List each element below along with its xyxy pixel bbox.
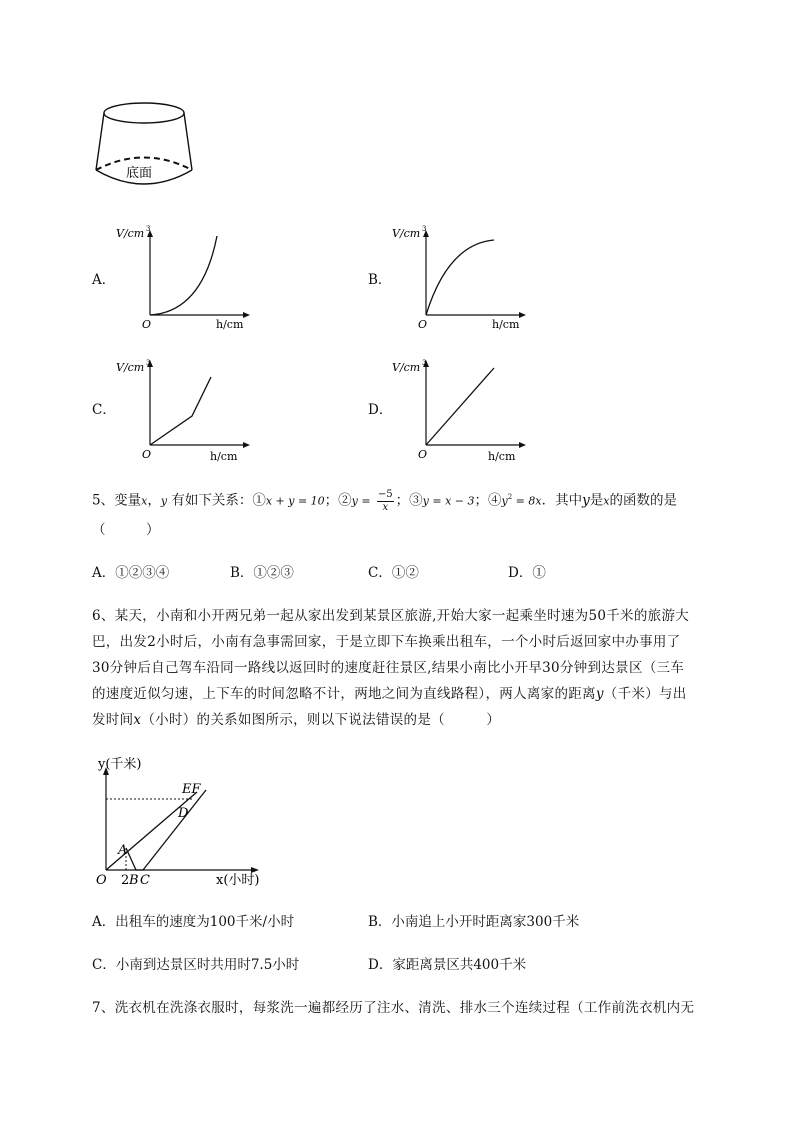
q6-line-5-var: x (133, 712, 142, 728)
q6-line-4-var: y (595, 686, 604, 702)
x-axis-arrow (243, 442, 250, 448)
y-axis-label: V/cm (392, 361, 421, 374)
x-axis-arrow (519, 442, 526, 448)
q5-tail-y: y (582, 492, 590, 509)
x-axis-arrow (519, 312, 526, 318)
q5-option-a[interactable]: A．①②③④ (92, 565, 170, 581)
q6-line-4 (92, 681, 742, 707)
q5-stem (92, 487, 677, 514)
graph-b (388, 222, 538, 334)
y-axis-exponent: 3 (422, 359, 427, 367)
q5-relation-4-exponent: 2 (507, 493, 513, 501)
q6-line-4-tail: （千米）与出 (603, 686, 687, 702)
q5-comma: ， (147, 492, 161, 509)
q6-line-2: 巴，出发2小时后，小南有急事需回家，于是立即下车换乘出租车，一个小时后返回家中办事用了 (92, 634, 681, 650)
q5-relation-1: x + y = 10 (265, 494, 325, 508)
q6-point-d: D (178, 806, 189, 821)
q5-sep2: ； (395, 492, 410, 509)
q5-r2-mark: ② (338, 492, 352, 509)
q6-line-4-text: 的速度近似匀速，上下车的时间忽略不计，两地之间为直线路程），两人离家的距离 (92, 686, 596, 702)
y-axis-label: V/cm (116, 361, 145, 374)
q6-line-5-tail: （小时）的关系如图所示，则以下说法错误的是（ ） (141, 712, 501, 728)
q5-r1-mark: ① (252, 492, 266, 509)
y-axis-label: V/cm (116, 227, 145, 240)
q5-tail1: ．其中 (541, 492, 583, 509)
q5-option-b[interactable]: B．①②③ (230, 565, 294, 581)
q5-var-y: y (160, 494, 168, 508)
q6-point-b: B (129, 873, 139, 888)
line-d (426, 368, 494, 445)
q6-distance-time-graph (92, 750, 272, 895)
origin-label: O (142, 448, 152, 461)
q6-option-d[interactable]: D．家距离景区共400千米 (368, 957, 527, 973)
option-b-label: B． (368, 272, 392, 288)
frustum-top (104, 103, 184, 123)
q6-option-c[interactable]: C．小南到达景区时共用时7.5小时 (92, 957, 300, 973)
graph-d (388, 352, 538, 464)
x-axis-label: h/cm (216, 318, 244, 331)
q5-relation-2-fraction (377, 489, 394, 514)
q5-sep3: ； (474, 492, 488, 509)
option-d-label: D． (368, 402, 393, 418)
q6-line-1: 6、某天，小南和小开两兄弟一起从家出发到某景区旅游,开始大家一起乘坐时速为50千米的旅游大 (92, 608, 690, 624)
q5-prefix: 5、变量 (92, 492, 142, 509)
q5-r4-mark: ④ (488, 492, 502, 509)
q5-r3-mark: ③ (409, 492, 423, 509)
q5-fraction-denominator: x (382, 501, 389, 513)
q5-tail3: 的函数的是 (609, 492, 677, 509)
option-c-label: C． (92, 402, 116, 418)
q5-relation-4-rhs: = 8x (512, 494, 542, 508)
car-line (126, 790, 206, 870)
origin-label: O (418, 448, 428, 461)
q6-point-c: C (140, 873, 150, 888)
y-axis-exponent: 3 (146, 225, 151, 233)
q5-mid: 有如下关系： (171, 492, 253, 509)
q6-line-3: 30分钟后自己驾车沿同一路线以返回时的速度赶往景区,结果小南比小开早30分钟到达景区（三车 (92, 660, 685, 676)
frustum-right-edge (184, 113, 192, 170)
q5-tail2: 是 (589, 492, 604, 509)
q6-option-b[interactable]: B．小南追上小开时距离家300千米 (368, 914, 580, 930)
origin-label: O (142, 318, 152, 331)
q5-relation-4-lhs: y (501, 494, 508, 508)
origin-label: O (418, 318, 428, 331)
q5-tail-x: x (603, 494, 610, 508)
graph-a (112, 222, 262, 334)
frustum-figure (90, 100, 200, 192)
y-axis-exponent: 3 (146, 359, 151, 367)
q6-point-ef: EF (182, 782, 201, 797)
q6-tick-2: 2 (121, 873, 130, 888)
q6-line-5-head: 发时间 (92, 712, 134, 728)
q6-point-a: A (118, 843, 128, 858)
q5-relation-2-lhs: y = (351, 494, 371, 508)
q5-relation-3: y = x − 3 (422, 494, 475, 508)
q5-var-x: x (141, 494, 148, 508)
curve-a (150, 236, 217, 315)
q5-fraction-numerator: −5 (377, 488, 393, 500)
x-axis-label: h/cm (492, 318, 520, 331)
q7-line-1: 7、洗衣机在洗涤衣服时，每浆洗一遍都经历了注水、清洗、排水三个连续过程（工作前洗衣机内无 (92, 1000, 695, 1016)
q5-option-d[interactable]: D．① (508, 565, 546, 581)
y-axis-exponent: 3 (422, 225, 427, 233)
q5-answer-paren: （ ） (92, 522, 160, 538)
x-axis-label: h/cm (210, 450, 238, 463)
q6-x-label: x(小时) (216, 873, 260, 888)
q6-y-label: y(千米) (98, 757, 142, 772)
x-axis-label: h/cm (488, 450, 516, 463)
option-a-label: A． (92, 272, 116, 288)
y-axis-label: V/cm (392, 227, 421, 240)
q5-sep1: ； (324, 492, 339, 509)
frustum-left-edge (96, 113, 104, 170)
q6-line-5 (92, 707, 742, 733)
q6-option-a[interactable]: A．出租车的速度为100千米/小时 (92, 914, 295, 930)
x-axis-arrow (243, 312, 250, 318)
q5-option-c[interactable]: C．①② (368, 565, 419, 581)
curve-b (426, 240, 494, 315)
frustum-label: 底面 (126, 166, 153, 181)
q6-origin: O (96, 873, 107, 888)
curve-c (150, 377, 211, 445)
graph-c (112, 352, 262, 464)
